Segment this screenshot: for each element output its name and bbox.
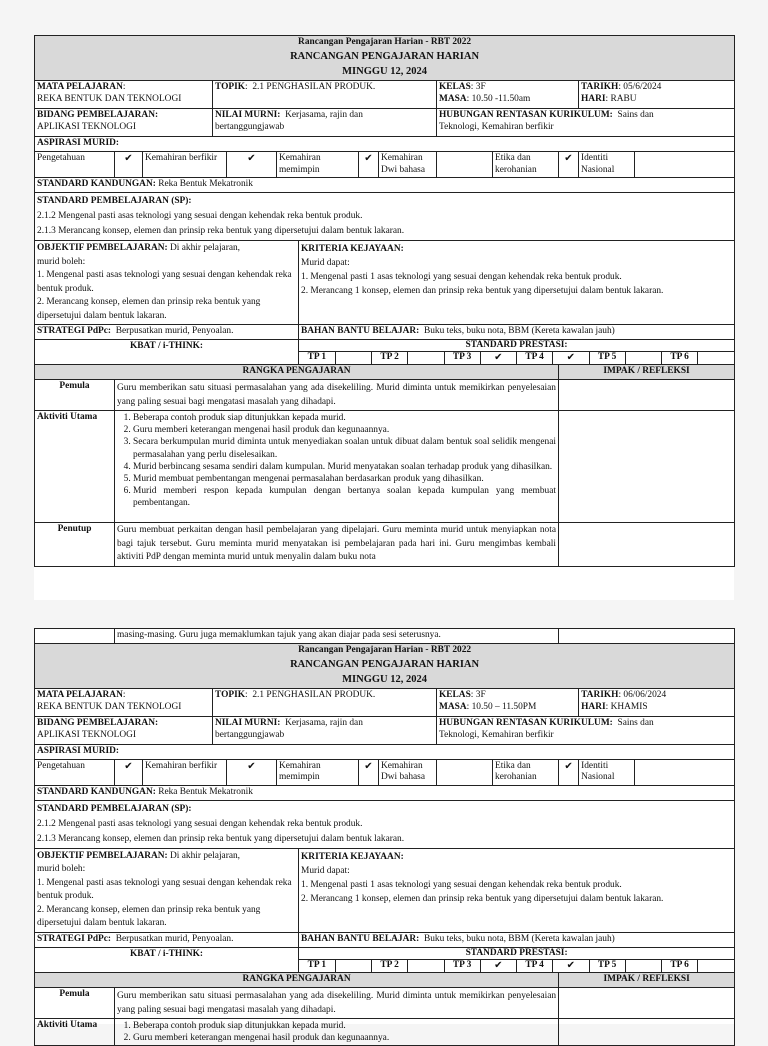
subject-cell: MATA PELAJARAN: REKA BENTUK DAN TEKNOLOGI	[35, 81, 213, 109]
performance-cell: STANDARD PRESTASI: TP 1 TP 2 TP 3 ✔ TP 4 ✔ TP 5 TP 6	[299, 339, 735, 365]
aspiration-row: Pengetahuan ✔ Kemahiran berfikir ✔ Kemahiran memimpin ✔ Kemahiran Dwi bahasa Etika dan kerohanian ✔ Identiti Nasional	[35, 759, 735, 786]
check-icon: ✔	[559, 151, 579, 178]
materials-cell: BAHAN BANTU BELAJAR: Buku teks, buku nota, BBM (Kereta kawalan jauh)	[299, 932, 735, 947]
starter-text: Guru memberikan satu situasi permasalahan yang ada disekeliling. Murid diminta untuk memikirkan penyelesaian yang paling sesuai bagi mengatasi masalah yang dihadapi.	[115, 987, 559, 1018]
lesson-plan-page-1	[34, 35, 734, 600]
closure-label: Penutup	[35, 523, 115, 567]
reflection-header: IMPAK / REFLEKSI	[559, 973, 735, 988]
learning-standard: STANDARD PEMBELAJARAN (SP): 2.1.2 Mengenal pasti asas teknologi yang sesuai dengan kehendak reka bentuk produk. 2.1.3 Merancang konsep, elemen dan prinsip reka bentuk yang dipersetujui dalam bentuk lakaran.	[35, 800, 735, 848]
aspiration-header: ASPIRASI MURID:	[35, 137, 735, 152]
doc-title: Rancangan Pengajaran Harian - RBT 2022	[298, 37, 472, 47]
criteria-cell: KRITERIA KEJAYAAN: Murid dapat: 1. Mengenal pasti 1 asas teknologi yang sesuai dengan kehendak reka bentuk produk. 2. Merancang 1 konsep, elemen dan prinsip reka bentuk yang dipersetujui dalam bentuk lakaran.	[299, 241, 735, 325]
check-icon: ✔	[559, 759, 579, 786]
topic-cell: TOPIK: 2.1 PENGHASILAN PRODUK.	[213, 688, 437, 716]
lesson-outline-header: RANGKA PENGAJARAN	[35, 973, 559, 988]
content-standard: STANDARD KANDUNGAN: Reka Bentuk Mekatronik	[35, 786, 735, 801]
aspiration-header: ASPIRASI MURID:	[35, 744, 735, 759]
materials-cell: BAHAN BANTU BELAJAR: Buku teks, buku nota, BBM (Kereta kawalan jauh)	[299, 325, 735, 340]
main-activity-list: 1. Beberapa contoh produk siap ditunjukkan kepada murid. 2. Guru memberi keterangan mengenai hasil produk dan kegunaannya.	[115, 1018, 559, 1045]
check-icon: ✔	[553, 959, 589, 972]
class-time-cell: KELAS: 3F MASA: 10.50 – 11.50PM	[437, 688, 579, 716]
field-cell: BIDANG PEMBELAJARAN: APLIKASI TEKNOLOGI	[35, 109, 213, 137]
starter-label: Pemula	[35, 987, 115, 1018]
main-activity-label: Aktiviti Utama	[35, 1018, 115, 1045]
learning-standard: STANDARD PEMBELAJARAN (SP): 2.1.2 Mengenal pasti asas teknologi yang sesuai dengan kehendak reka bentuk produk. 2.1.3 Merancang konsep, elemen dan prinsip reka bentuk yang dipersetujui dalam bentuk lakaran.	[35, 193, 735, 241]
date-day-cell: TARIKH: 05/6/2024 HARI: RABU	[579, 81, 735, 109]
check-icon: ✔	[359, 151, 379, 178]
objectives-cell: OBJEKTIF PEMBELAJARAN: Di akhir pelajaran, murid boleh: 1. Mengenal pasti asas teknologi yang sesuai dengan kehendak reka bentuk produk. 2. Merancang konsep, elemen dan prinsip reka bentuk yang dipersetujui dalam bentuk lakaran.	[35, 241, 299, 325]
topic-cell: TOPIK: 2.1 PENGHASILAN PRODUK.	[213, 81, 437, 109]
closure-text: Guru membuat perkaitan dengan hasil pembelajaran yang dipelajari. Guru meminta murid untuk menyiapkan nota bagi tajuk tersebut. Guru meminta murid menyatakan isi pembelajaran pada hari ini. Guru mengimbas kembali aktiviti PdP dengan meminta murid untuk menyalin dalam buku nota	[115, 523, 559, 567]
check-icon: ✔	[227, 759, 277, 786]
criteria-cell: KRITERIA KEJAYAAN: Murid dapat: 1. Mengenal pasti 1 asas teknologi yang sesuai dengan kehendak reka bentuk produk. 2. Merancang 1 konsep, elemen dan prinsip reka bentuk yang dipersetujui dalam bentuk lakaran.	[299, 848, 735, 932]
strategy-cell: STRATEGI PdPc: Berpusatkan murid, Penyoalan.	[35, 932, 299, 947]
performance-cell: STANDARD PRESTASI: TP 1 TP 2 TP 3 ✔ TP 4 ✔ TP 5 TP 6	[299, 947, 735, 973]
main-activity-list: 1. Beberapa contoh produk siap ditunjukkan kepada murid. 2. Guru memberi keterangan mengenai hasil produk dan kegunaannya. 3. Secara berkumpulan murid diminta untuk menyediakan soalan untuk dibuat dalam bentuk soal selidik mengenai permasalahan yang perlu diselesaikan. 4. Murid berbincang sesama sendiri dalam kumpulan. Murid menyatakan soalan terhadap produk yang dihasilkan. 5. Murid membuat pembentangan mengenai permasalahan berdasarkan produk yang dihasilkan. 6. Murid memberi respon kepada kumpulan dengan bertanya soalan kepada kumpulan yang membuat pembentangan.	[115, 411, 559, 523]
kbat-cell: KBAT / i-THINK:	[35, 947, 299, 973]
class-time-cell: KELAS: 3F MASA: 10.50 -11.50am	[437, 81, 579, 109]
main-activity-label: Aktiviti Utama	[35, 411, 115, 523]
doc-subtitle: RANCANGAN PENGAJARAN HARIAN	[290, 51, 480, 62]
doc-title: Rancangan Pengajaran Harian - RBT 2022	[298, 644, 472, 655]
values-cell: NILAI MURNI: Kerjasama, rajin dan bertanggungjawab	[213, 716, 437, 744]
subject-cell: MATA PELAJARAN: REKA BENTUK DAN TEKNOLOGI	[35, 688, 213, 716]
aspiration-row: Pengetahuan ✔ Kemahiran berfikir ✔ Kemahiran memimpin ✔ Kemahiran Dwi bahasa Etika dan kerohanian ✔ Identiti Nasional	[35, 151, 735, 178]
check-icon: ✔	[480, 959, 516, 972]
check-icon: ✔	[359, 759, 379, 786]
crosscurricular-cell: HUBUNGAN RENTASAN KURIKULUM: Sains dan Teknologi, Kemahiran berfikir	[437, 716, 735, 744]
strategy-cell: STRATEGI PdPc: Berpusatkan murid, Penyoalan.	[35, 325, 299, 340]
lesson-plan-page-2	[34, 628, 734, 1043]
starter-label: Pemula	[35, 380, 115, 411]
week-label: MINGGU 12, 2024	[342, 66, 427, 77]
reflection-header: IMPAK / REFLEKSI	[559, 365, 735, 380]
crosscurricular-cell: HUBUNGAN RENTASAN KURIKULUM: Sains dan Teknologi, Kemahiran berfikir	[437, 109, 735, 137]
lesson-plan-table	[34, 628, 735, 1046]
field-cell: BIDANG PEMBELAJARAN: APLIKASI TEKNOLOGI	[35, 716, 213, 744]
lesson-plan-table	[34, 35, 735, 567]
doc-subtitle: RANCANGAN PENGAJARAN HARIAN	[290, 658, 480, 670]
week-label: MINGGU 12, 2024	[342, 673, 428, 685]
check-icon: ✔	[480, 351, 516, 364]
kbat-cell: KBAT / i-THINK:	[35, 339, 299, 365]
date-day-cell: TARIKH: 06/06/2024 HARI: KHAMIS	[579, 688, 735, 716]
objectives-cell: OBJEKTIF PEMBELAJARAN: Di akhir pelajaran, murid boleh: 1. Mengenal pasti asas teknologi yang sesuai dengan kehendak reka bentuk produk. 2. Merancang konsep, elemen dan prinsip reka bentuk yang dipersetujui dalam bentuk lakaran.	[35, 848, 299, 932]
lesson-outline-header: RANGKA PENGAJARAN	[35, 365, 559, 380]
content-standard: STANDARD KANDUNGAN: Reka Bentuk Mekatronik	[35, 178, 735, 193]
continued-text: masing-masing. Guru juga memaklumkan tajuk yang akan diajar pada sesi seterusnya.	[115, 629, 559, 644]
starter-text: Guru memberikan satu situasi permasalahan yang ada disekeliling. Murid diminta untuk memikirkan penyelesaian yang paling sesuai bagi mengatasi masalah yang dihadapi.	[115, 380, 559, 411]
values-cell: NILAI MURNI: Kerjasama, rajin dan bertanggungjawab	[213, 109, 437, 137]
check-icon: ✔	[227, 151, 277, 178]
check-icon: ✔	[115, 759, 143, 786]
check-icon: ✔	[115, 151, 143, 178]
check-icon: ✔	[553, 351, 589, 364]
